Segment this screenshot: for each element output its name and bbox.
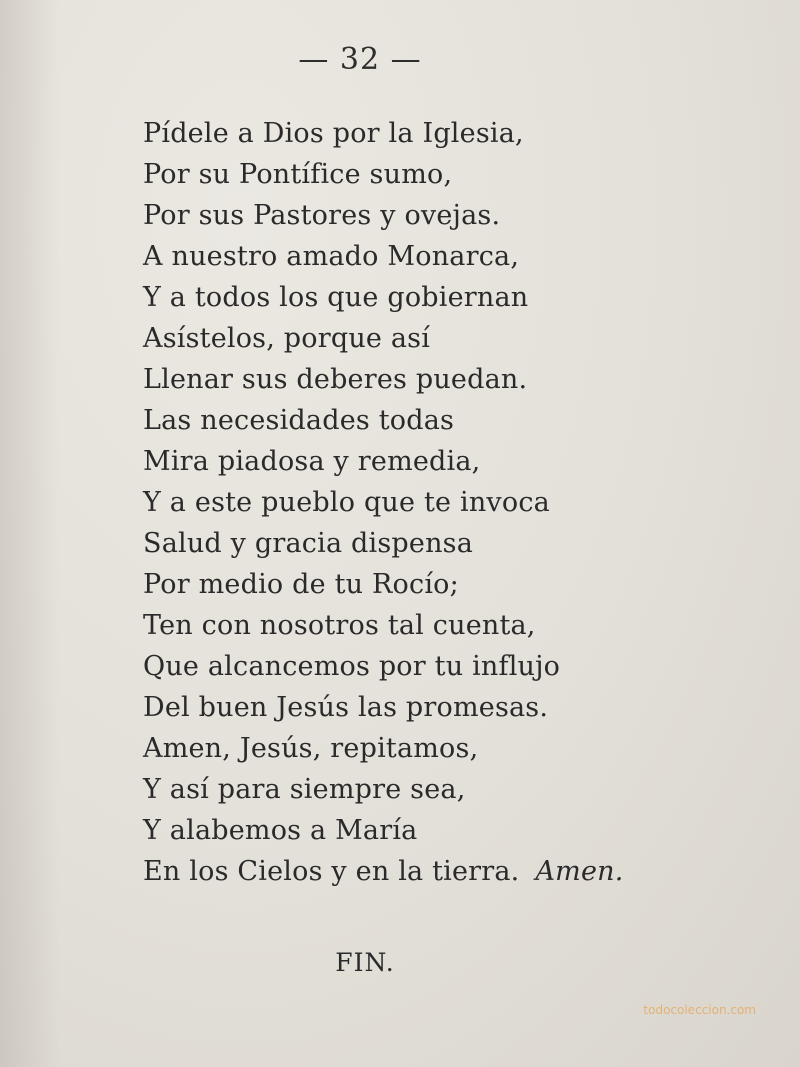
verse-line: Por medio de tu Rocío; [143,569,459,600]
poem-verse [143,113,624,892]
verse-line: Por su Pontífice sumo, [143,159,453,190]
verse-line: Que alcancemos por tu influjo [143,651,561,682]
verse-line: Por sus Pastores y ovejas. [143,200,501,231]
verse-line: Y alabemos a María [143,815,418,846]
verse-line: Y así para siempre sea, [143,774,466,805]
verse-line: Y a todos los que gobiernan [143,282,529,313]
verse-line: Asístelos, porque así [143,323,431,354]
verse-line: A nuestro amado Monarca, [143,241,520,272]
verse-line: Ten con nosotros tal cuenta, [143,610,536,641]
fin-mark: FIN. [335,948,395,977]
page-number: — 32 — [298,42,422,77]
verse-line: Llenar sus deberes puedan. [143,364,528,395]
verse-line: Las necesidades todas [143,405,455,436]
verse-line: Amen, Jesús, repitamos, [143,733,479,764]
verse-line: Salud y gracia dispensa [143,528,474,559]
verse-line: Pídele a Dios por la Iglesia, [143,118,524,149]
verse-last-line [143,851,624,892]
watermark: todocoleccion.com [643,1003,756,1017]
verse-line: Del buen Jesús las promesas. [143,692,549,723]
page-shadow [0,0,60,1067]
verse-line: Y a este pueblo que te invoca [143,487,550,518]
amen-italic: Amen. [535,856,624,887]
verse-last-line-text: En los Cielos y en la tierra. [143,856,520,887]
verse-line: Mira piadosa y remedia, [143,446,481,477]
